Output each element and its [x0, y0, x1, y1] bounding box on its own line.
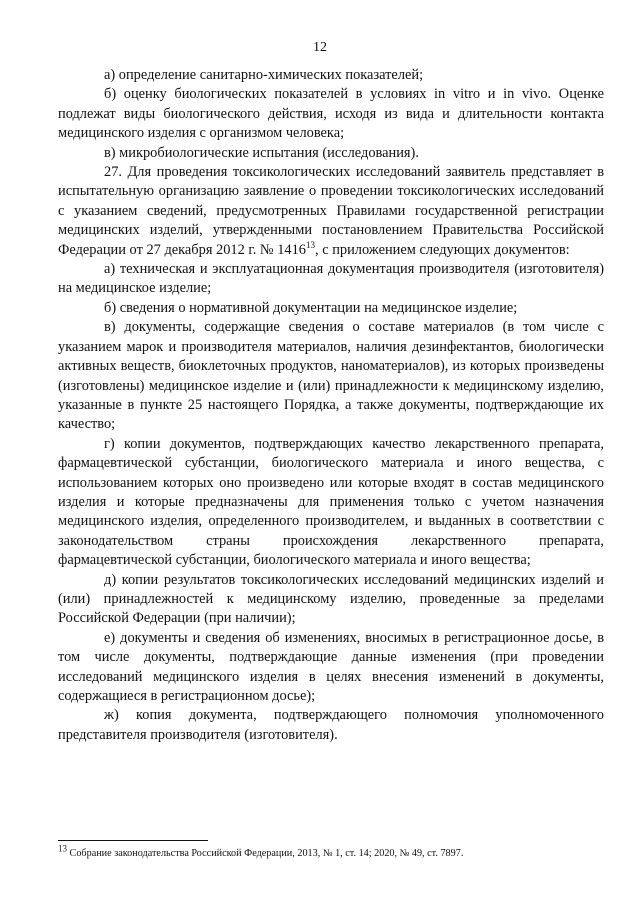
list-item-d-tox-results: д) копии результатов токсикологических исследований медицинских изделий и (или) принадлежностей к медицинскому изделию, проведенные за пределами Российской Федерации (при наличии); — [58, 571, 604, 627]
paragraph-b-biological: б) оценку биологических показателей в условиях in vitro и in vivo. Оценке подлежат виды биологического действия, исходя из вида и длительности контакта медицинского изделия с организмом человека; — [58, 86, 604, 142]
page-number: 12 — [313, 40, 327, 55]
footnote-text: Собрание законодательства Российской Федерации, 2013, № 1, ст. 14; 2020, № 49, ст. 7897. — [69, 848, 464, 859]
paragraph-27 — [58, 163, 604, 260]
footnote-marker: 13 — [58, 843, 67, 854]
list-item-v-materials: в) документы, содержащие сведения о составе материалов (в том числе с указанием марок и производителя материалов, наличия дезинфектантов, биологически активных веществ, биоклеточных продуктов, наноматериалов), из которых произведены (изготовлены) медицинское изделие и (или) принадлежности к медицинскому изделию, указанные в пункте 25 настоящего Порядка, а также документы, подтверждающие их качество; — [58, 319, 604, 433]
list-item-e-changes: е) документы и сведения об изменениях, вносимых в регистрационное досье, в том числе документы, подтверждающие данные изменения (при проведении исследований медицинского изделия в целях внесения изменений в документы, содержащиеся в регистрационном досье); — [58, 629, 604, 704]
footnote — [58, 843, 604, 860]
list-item-b-normative: б) сведения о нормативной документации на медицинское изделие; — [104, 299, 518, 316]
paragraph-27-text: 27. Для проведения токсикологических исследований заявитель представляет в испытательную организацию заявление о проведении токсикологических исследований с указанием сведений, предусмотренных Правилами государственной регистрации медицинских изделий, утвержденными постановлением Правительства Российской Федерации от 27 декабря 2012 г. № 1416 — [58, 164, 604, 258]
paragraph-v-microbiological: в) микробиологические испытания (исследования). — [104, 144, 419, 161]
footnote-divider — [58, 840, 208, 841]
list-item-g-copies-quality: г) копии документов, подтверждающих качество лекарственного препарата, фармацевтической субстанции, биологического материала и иного вещества, с использованием которых оно произведено или которые входят в состав медицинского изделия и которые предназначены для применения только с учетом назначения медицинского изделия, определенного производителем, и выданных в соответствии с законодательством страны происхождения лекарственного препарата, фармацевтической субстанции, биологического материала и иного вещества; — [58, 435, 604, 569]
document-body — [58, 66, 604, 745]
footnote-reference: 13 — [306, 239, 316, 250]
paragraph-27-tail: , с приложением следующих документов: — [315, 241, 570, 258]
list-item-a-documentation: а) техническая и эксплуатационная документация производителя (изготовителя) на медицинское изделие; — [58, 261, 604, 297]
paragraph-a-sanitary: а) определение санитарно-химических показателей; — [104, 67, 424, 83]
list-item-zh-authority: ж) копия документа, подтверждающего полномочия уполномоченного представителя производителя (изготовителя). — [58, 707, 604, 743]
